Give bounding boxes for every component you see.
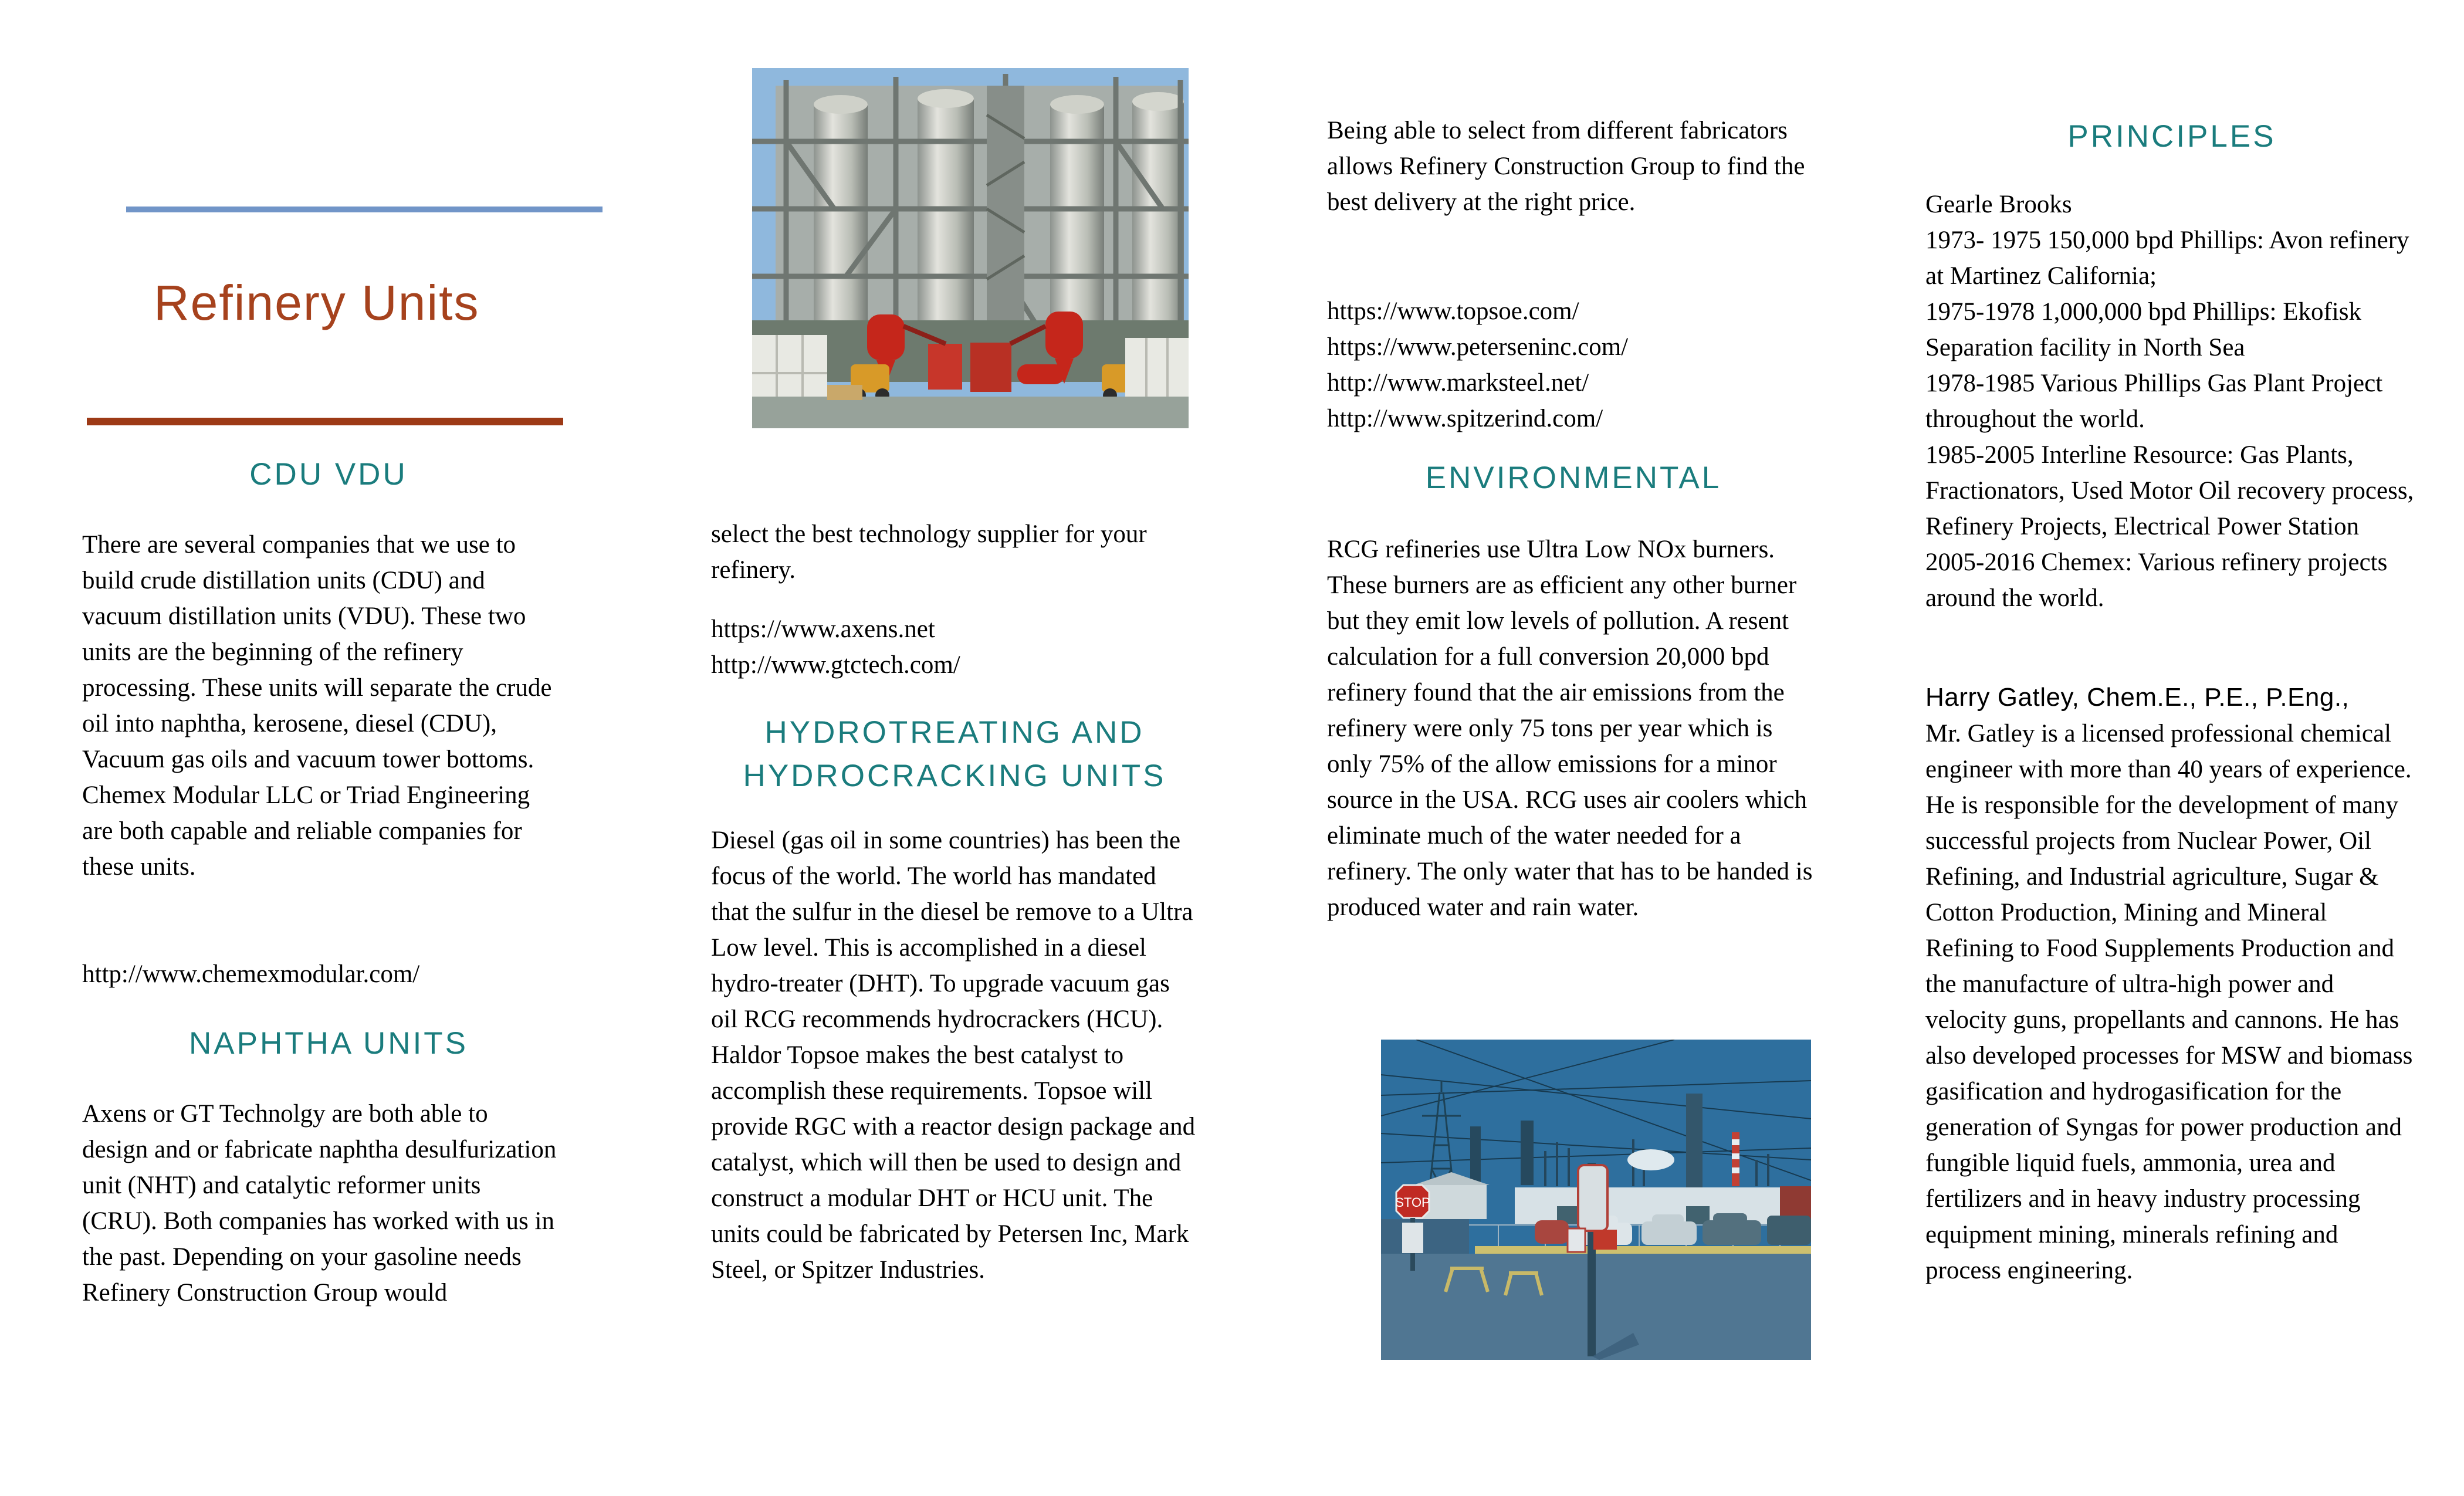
- technology-supplier-paragraph: select the best technology supplier for your refinery.: [711, 520, 1147, 584]
- fabricators-paragraph: Being able to select from different fabricators allows Refinery Construction Group to find the best delivery at the right price.: [1327, 117, 1805, 216]
- yellow-curb: [1475, 1246, 1811, 1254]
- peterseninc-link[interactable]: https://www.peterseninc.com/: [1327, 333, 1629, 361]
- refinery-parking-illustration: [1381, 1040, 1811, 1360]
- principles-resume: [1925, 187, 2418, 616]
- section-heading-naphtha-units: NAPHTHA UNITS: [188, 1026, 469, 1061]
- naphtha-paragraph: Axens or GT Technolgy are both able to design and or fabricate naphtha desulfurization unit (NHT) and catalytic reformer units (CRU). Both companies has worked with us in the past. Depending on your gasoline needs Refinery Construction Group would: [82, 1100, 557, 1307]
- axens-link[interactable]: https://www.axens.net: [711, 615, 935, 643]
- svg-text:STOP: STOP: [1395, 1195, 1430, 1210]
- driveway: [1381, 1219, 1469, 1254]
- gtctech-link[interactable]: http://www.gtctech.com/: [711, 651, 960, 679]
- resume-line: 1978-1985 Various Phillips Gas Plant Project throughout the world.: [1925, 370, 2383, 433]
- resume-line: Gearle Brooks: [1925, 191, 2072, 218]
- topsoe-link[interactable]: https://www.topsoe.com/: [1327, 297, 1579, 325]
- section-heading-cdu-vdu: CDU VDU: [249, 457, 408, 492]
- hydrotreating-paragraph: Diesel (gas oil in some countries) has been the focus of the world. The world has mandated that the sulfur in the diesel be remove to a Ultra Low level. This is accomplished in a diesel hydro-treater (DHT). To upgrade vacuum gas oil RCG recommends hydrocrackers (HCU). Haldor Topsoe makes the best catalyst to accomplish these requirements. Topsoe will provide RGC with a reactor design package and catalyst, which will then be used to design and construct a modular DHT or HCU unit. The units could be fabricated by Petersen Inc, Mark Steel, or Spitzer Industries.: [711, 827, 1196, 1284]
- top-blue-rule: [126, 207, 603, 212]
- refinery-columns-photo: [752, 68, 1189, 428]
- pallet: [827, 385, 862, 400]
- cdu-vdu-paragraph: There are several companies that we use to build crude distillation units (CDU) and vacuum distillation units (VDU). These two units are the beginning of the refinery processing. These units will separate the crude oil into naphtha, kerosene, diesel (CDU), Vacuum gas oils and vacuum tower bottoms. Chemex Modular LLC or Triad Engineering are both capable and reliable companies for these units.: [82, 531, 552, 881]
- harry-gatley-subheading: Harry Gatley, Chem.E., P.E., P.Eng.,: [1925, 683, 2350, 712]
- resume-line: 1985-2005 Interline Resource: Gas Plants, Fractionators, Used Motor Oil recovery process, Refinery Projects, Electrical Power Station: [1925, 441, 2414, 540]
- environmental-paragraph: RCG refineries use Ultra Low NOx burners. These burners are as efficient any other burner but they emit low levels of pollution. A resent calculation for a full conversion 20,000 bpd refinery found that the air emissions from the refinery were only 75 tons per year which is only 75% of the allow emissions for a minor source in the USA. RCG uses air coolers which eliminate much of the water needed for a refinery. The only water that has to be handed is produced water and rain water.: [1327, 536, 1813, 921]
- page-title: Refinery Units: [154, 275, 480, 330]
- refinery-columns-illustration: [752, 68, 1189, 428]
- resume-line: 1973- 1975 150,000 bpd Phillips: Avon refinery at Martinez California;: [1925, 226, 2409, 290]
- resume-line: 1975-1978 1,000,000 bpd Phillips: Ekofisk Separation facility in North Sea: [1925, 298, 2361, 361]
- title-brown-rule: [87, 418, 563, 425]
- cloud: [1627, 1149, 1674, 1170]
- marksteel-link[interactable]: http://www.marksteel.net/: [1327, 369, 1589, 397]
- refinery-parking-photo: [1381, 1040, 1811, 1360]
- section-heading-hydrotreating: HYDROTREATING AND HYDROCRACKING UNITS: [743, 715, 1166, 793]
- section-heading-principles: PRINCIPLES: [2067, 119, 2276, 154]
- section-heading-environmental: ENVIRONMENTAL: [1425, 461, 1722, 495]
- resume-line: 2005-2016 Chemex: Various refinery projects around the world.: [1925, 549, 2388, 612]
- harry-gatley-paragraph: Mr. Gatley is a licensed professional chemical engineer with more than 40 years of experience. He is responsible for the development of many successful projects from Nuclear Power, Oil Refining, and Industrial agriculture, Sugar & Cotton Production, Mining and Mineral Refining to Food Supplements Production and the manufacture of ultra-high power and velocity guns, propellants and cannons. He has also developed processes for MSW and biomass gasification and hydrogasification for the generation of Syngas for power production and fungible liquid fuels, ammonia, urea and fertilizers and in heavy industry processing equipment mining, minerals refining and process engineering.: [1925, 720, 2413, 1284]
- spitzerind-link[interactable]: http://www.spitzerind.com/: [1327, 405, 1603, 432]
- chemexmodular-link[interactable]: http://www.chemexmodular.com/: [82, 960, 420, 988]
